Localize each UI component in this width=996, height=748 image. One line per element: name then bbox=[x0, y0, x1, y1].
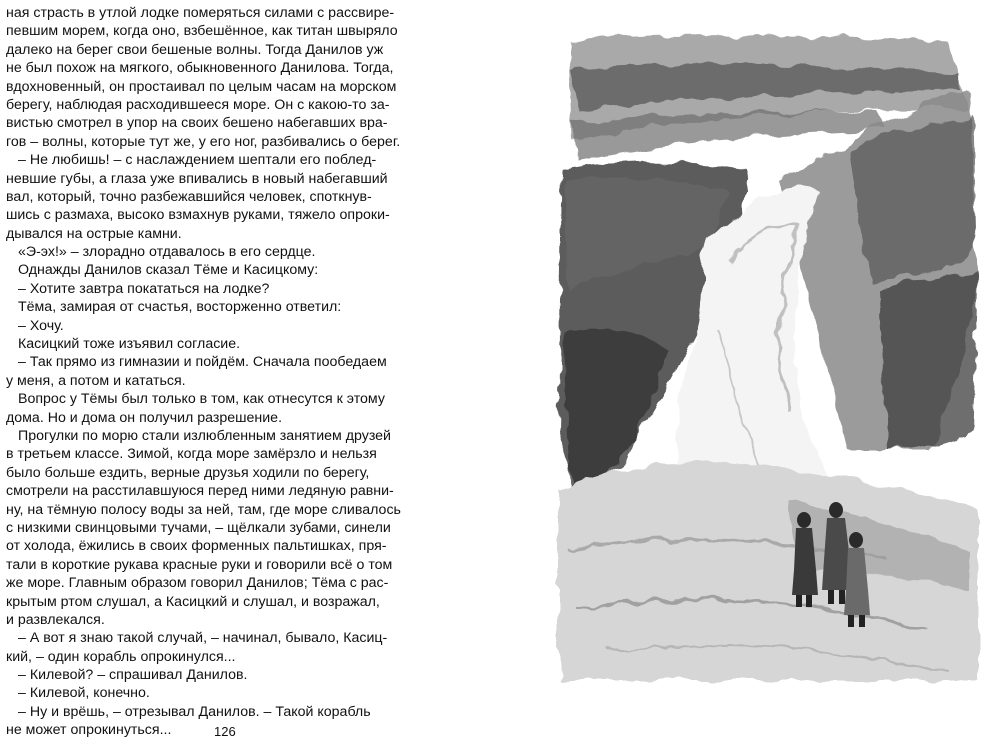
text-line: – Так прямо из гимназии и пойдём. Сначала пообедаем bbox=[18, 354, 387, 371]
text-line: ну, на тёмную полосу воды за ней, там, где море сливалось bbox=[6, 501, 401, 518]
text-line: крытым ртом слушал, а Касицкий и слушал, и возражал, bbox=[6, 593, 380, 610]
text-line: Касицкий тоже изъявил согласие. bbox=[18, 336, 241, 353]
text-line: в третьем классе. Зимой, когда море замёрзло и нельзя bbox=[6, 446, 377, 463]
text-line: Тёма, замирая от счастья, восторженно ответил: bbox=[18, 299, 342, 316]
foreground-slope bbox=[558, 463, 978, 681]
text-line: было больше ездить, верные друзья ходили по берегу, bbox=[6, 464, 370, 481]
text-line: – Не любишь! – с наслаждением шептали его поблед- bbox=[18, 152, 377, 169]
text-line: дывался на острые камни. bbox=[6, 225, 182, 242]
text-line: ная страсть в утлой лодке померяться силами с рассвире- bbox=[6, 5, 395, 21]
text-line: невшие губы, а глаза уже впивались в новый набегавший bbox=[6, 170, 388, 187]
text-line: вал, который, точно разбежавшийся человек, споткнув- bbox=[6, 188, 372, 205]
text-line: от холода, ёжились в своих форменных пальтишках, пря- bbox=[6, 538, 387, 555]
text-line: смотрели на расстилавшуюся перед ними ледяную равни- bbox=[6, 483, 394, 500]
text-line: же море. Главным образом говорил Данилов; Тёма с рас- bbox=[6, 575, 389, 592]
text-line: – Килевой? – спрашивал Данилов. bbox=[18, 667, 248, 684]
text-line: певшим морем, когда оно, взбешённое, как титан швыряло bbox=[6, 23, 398, 40]
illustration-drawing bbox=[548, 30, 988, 690]
page-number: 126 bbox=[214, 724, 236, 739]
text-line: Однажды Данилов сказал Тёме и Касицкому: bbox=[18, 262, 319, 279]
text-line: далеко на берег свои бешеные волны. Тогда Данилов уж bbox=[6, 41, 384, 58]
text-line: – Ну и врёшь, – отрезывал Данилов. – Такой корабль bbox=[18, 703, 371, 720]
text-line: у меня, а потом и кататься. bbox=[6, 372, 186, 389]
text-line: – Хочу. bbox=[18, 317, 64, 334]
text-line: Прогулки по морю стали излюбленным занятием друзей bbox=[18, 427, 391, 444]
text-line: гов – волны, которые тут же, у его ног, разбивались о берег. bbox=[6, 133, 401, 150]
text-line: вистью смотрел в упор на своих бешено набегавших вра- bbox=[6, 115, 388, 132]
text-line: Вопрос у Тёмы был только в том, как отнесутся к этому bbox=[18, 391, 385, 408]
text-line: тали в короткие рукава красные руки и говорили всё о том bbox=[6, 556, 393, 573]
text-line: с низкими свинцовыми тучами, – щёлкали зубами, синели bbox=[6, 519, 391, 536]
text-line: кий, – один корабль опрокинулся... bbox=[6, 648, 236, 665]
text-line: дома. Но и дома он получил разрешение. bbox=[6, 409, 283, 426]
text-line: «Э-эх!» – злорадно отдавалось в его сердце. bbox=[18, 244, 316, 261]
winter-shore-illustration bbox=[548, 30, 988, 690]
text-line: не был похож на мягкого, обыкновенного Данилова. Тогда, bbox=[6, 60, 394, 77]
text-line: шись с размаха, высоко взмахнув руками, тяжело опроки- bbox=[6, 207, 390, 224]
text-line: – А вот я знаю такой случай, – начинал, бывало, Касиц- bbox=[18, 630, 388, 647]
text-line: берегу, наблюдая расходившееся море. Он с какою-то за- bbox=[6, 96, 390, 113]
text-line: не может опрокинуться... bbox=[6, 722, 172, 739]
text-line: – Килевой, конечно. bbox=[18, 685, 150, 702]
text-line: и развлекался. bbox=[6, 611, 105, 628]
text-line: вдохновенный, он простаивал по целым часам на морском bbox=[6, 78, 397, 95]
text-line: – Хотите завтра покататься на лодке? bbox=[18, 280, 270, 297]
snowy-cliff bbox=[778, 90, 978, 450]
